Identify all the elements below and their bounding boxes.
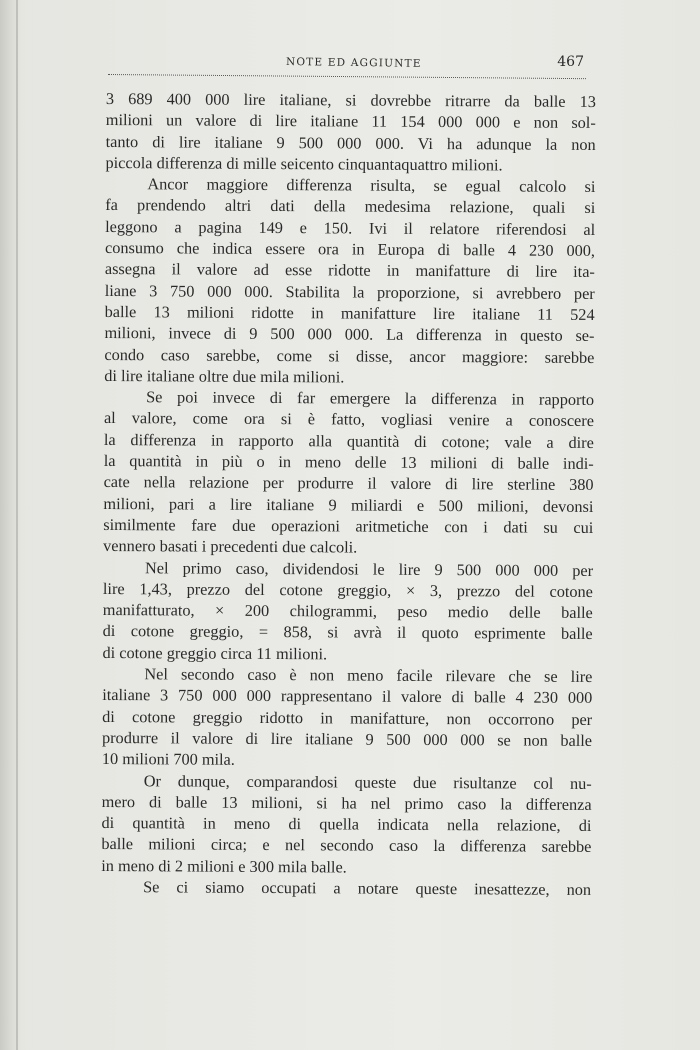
text-line: Or dunque, comparandosi queste due risultanze col nu- xyxy=(143,770,592,793)
page-number: 467 xyxy=(557,54,584,70)
text-line: liane 3 750 000 000. Stabilita la proporzione, si avrebbero per xyxy=(104,280,595,303)
text-line: Ancor maggiore differenza risulta, se egual calcolo si xyxy=(147,174,596,197)
text-line: di lire italiane oltre due mila milioni. xyxy=(104,365,345,387)
text-line: lire 1,43, prezzo del cotone greggio, × 3, prezzo del cotone xyxy=(102,578,593,601)
running-header xyxy=(108,52,588,78)
text-line: la quantità in più o in meno delle 13 milioni di balle indi- xyxy=(103,451,594,474)
text-line: tanto di lire italiane 9 500 000 000. Vi ha adunque la non xyxy=(105,131,596,154)
text-line: balle milioni circa; e nel secondo caso la differenza sarebbe xyxy=(101,834,592,857)
text-line: fa prendendo altri dati della medesima relazione, quali si xyxy=(105,195,596,218)
text-line: di cotone greggio circa 11 milioni. xyxy=(102,642,328,664)
text-line: similmente fare due operazioni aritmetiche con i dati su cui xyxy=(103,514,594,537)
text-line: piccola differenza di mille seicento cinquantaquattro milioni. xyxy=(105,152,503,175)
text-line: in meno di 2 milioni e 300 mila balle. xyxy=(101,855,347,877)
text-line: milioni, pari a lire italiane 9 miliardi e 500 milioni, devonsi xyxy=(103,493,594,516)
text-line: balle 13 milioni ridotte in manifatture lire italiane 11 524 xyxy=(104,301,595,324)
text-line: Nel secondo caso è non meno facile rilevare che se lire xyxy=(144,664,593,686)
text-line: Se poi invece di far emergere la differenza in rapporto xyxy=(146,387,595,410)
text-line: 10 milioni 700 mila. xyxy=(101,749,235,770)
page-inner-edge xyxy=(16,0,18,1050)
text-line: cate nella relazione per produrre il valore di lire sterline 380 xyxy=(103,472,594,495)
text-line: al valore, come ora si è fatto, vogliasi venire a conoscere xyxy=(103,408,595,431)
text-line: 3 689 400 000 lire italiane, si dovrebbe ritrarre da balle 13 xyxy=(105,88,596,111)
header-rule xyxy=(108,74,586,79)
text-line: assegna il valore ad esse ridotte in manifatture di lire ita- xyxy=(104,259,595,282)
text-line: consumo che indica essere ora in Europa di balle 4 230 000, xyxy=(104,238,596,261)
text-line: italiane 3 750 000 000 rappresentano il valore di balle 4 230 000 xyxy=(102,685,593,708)
text-line: vennero basati i precedenti due calcoli. xyxy=(103,536,358,557)
text-line: condo caso sarebbe, come si disse, ancor maggiore: sarebbe xyxy=(104,344,595,367)
text-line: produrre il valore di lire italiane 9 500 000 000 se non balle xyxy=(101,727,593,750)
running-header-title: NOTE ED AGGIUNTE xyxy=(285,56,422,70)
text-line: Se ci siamo occupati a notare queste inesattezze, non xyxy=(143,877,592,899)
text-line: milioni, invece di 9 500 000 000. La differenza in questo se- xyxy=(104,323,595,346)
text-line: leggono a pagina 149 e 150. Ivi il relatore riferendosi al xyxy=(105,216,596,239)
body-text xyxy=(101,88,596,900)
text-line: di cotone greggio ridotto in manifatture, non occorrono per xyxy=(102,706,593,729)
text-line: di cotone greggio, = 858, si avrà il quoto esprimente balle xyxy=(102,621,593,644)
text-line: Nel primo caso, dividendosi le lire 9 500 000 000 per xyxy=(145,557,594,580)
text-line: mero di balle 13 milioni, si ha nel primo caso la differenza xyxy=(101,791,592,814)
text-line: milioni un valore di lire italiane 11 154 000 000 e non sol- xyxy=(105,110,596,133)
text-line: di quantità in meno di quella indicata nella relazione, di xyxy=(101,813,592,836)
text-line: manifatturato, × 200 chilogrammi, peso medio delle balle xyxy=(102,600,593,623)
spine-shadow xyxy=(0,0,22,1050)
text-line: la differenza in rapporto alla quantità di cotone; vale a dire xyxy=(103,429,594,452)
